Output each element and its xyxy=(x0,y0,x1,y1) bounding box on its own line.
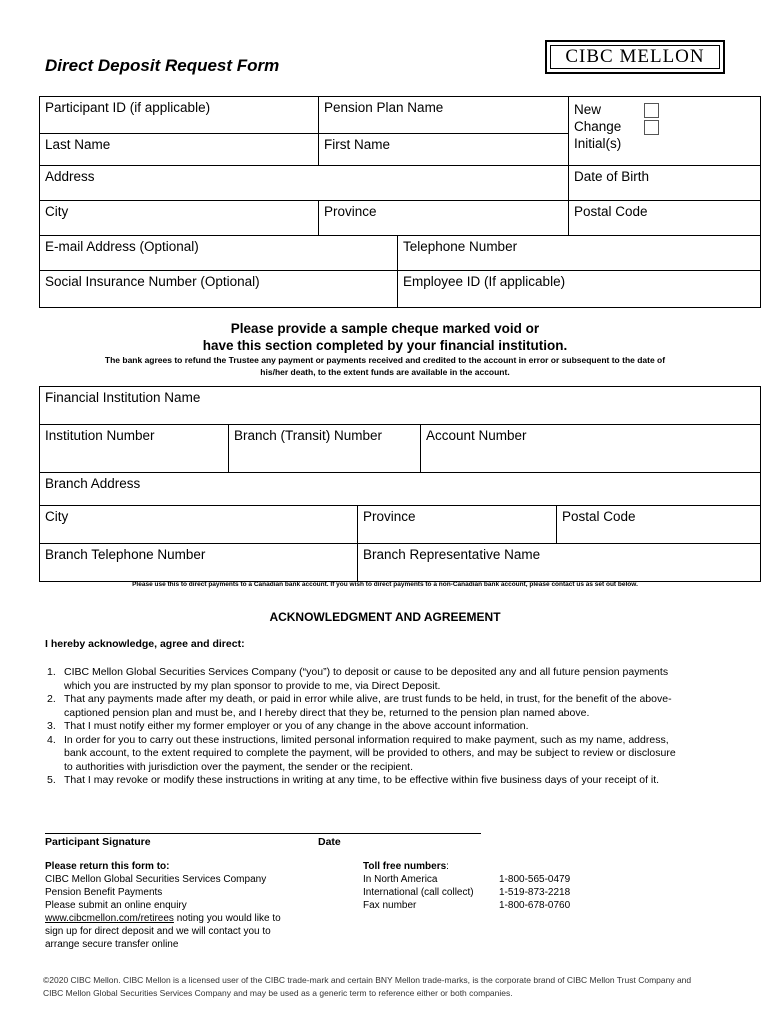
province-label: Province xyxy=(324,204,377,219)
return-heading: Please return this form to: xyxy=(45,861,170,872)
void-cheque-note-2: have this section completed by your financial institution. xyxy=(202,338,568,353)
acknowledgment-item xyxy=(47,720,737,734)
employee-id-label: Employee ID (If applicable) xyxy=(403,274,566,289)
last-name-label: Last Name xyxy=(45,137,111,152)
acknowledgment-item-line: In order for you to carry out these instructions, limited personal information required to make payment, such as my name, address, xyxy=(64,733,669,746)
form-title: Direct Deposit Request Form xyxy=(45,56,280,75)
toll-free-colon: : xyxy=(446,861,449,872)
branch-representative-label: Branch Representative Name xyxy=(363,547,541,562)
return-online: Please submit an online enquiry xyxy=(45,900,187,911)
branch-postal-code-label: Postal Code xyxy=(562,509,636,524)
pension-plan-name-label: Pension Plan Name xyxy=(324,100,444,115)
acknowledgment-item-line: to authorities with jurisdiction over the payment, the sender or the recipient. xyxy=(64,760,414,773)
branch-telephone-field[interactable] xyxy=(40,544,358,582)
return-line6: arrange secure transfer online xyxy=(45,939,179,950)
participant-info-table xyxy=(39,96,761,308)
institution-number-field[interactable] xyxy=(40,425,229,473)
return-line5: sign up for direct deposit and we will contact you to xyxy=(45,926,271,937)
logo-inner-border xyxy=(550,45,720,69)
postal-code-field[interactable] xyxy=(569,201,761,236)
toll-free-number: 1-519-873-2218 xyxy=(499,887,571,898)
toll-free-rows xyxy=(363,873,623,912)
acknowledgment-item-number: 4. xyxy=(47,733,56,746)
branch-province-label: Province xyxy=(363,509,416,524)
email-label: E-mail Address (Optional) xyxy=(45,239,199,254)
acknowledgment-item-number: 2. xyxy=(47,693,56,705)
logo-text: CIBC MELLON xyxy=(565,46,705,67)
branch-transit-field[interactable] xyxy=(229,425,421,473)
acknowledgment-item-line: bank account, to the extent required to complete the payment, will be provided to others, and may be subject to review or disclosure xyxy=(64,747,676,759)
return-after-link: noting you would like to xyxy=(173,913,281,924)
address-field[interactable] xyxy=(40,166,569,201)
pension-plan-name-field[interactable] xyxy=(319,97,569,134)
acknowledgment-item-number: 5. xyxy=(47,774,56,786)
toll-free-label: International (call collect) xyxy=(363,887,474,898)
branch-province-field[interactable] xyxy=(358,506,557,544)
participant-id-field[interactable] xyxy=(40,97,319,134)
branch-address-label: Branch Address xyxy=(45,476,141,491)
branch-city-field[interactable] xyxy=(40,506,358,544)
email-field[interactable] xyxy=(40,236,398,271)
toll-free-number: 1-800-565-0479 xyxy=(499,874,571,885)
institution-number-label: Institution Number xyxy=(45,428,155,443)
acknowledgment-item-line: That any payments made after my death, or paid in error while alive, are trust funds to be held, in trust, for the benefit of the above- xyxy=(64,693,672,705)
account-number-label: Account Number xyxy=(426,428,527,443)
acknowledgment-item xyxy=(47,693,737,720)
initials-label: Initial(s) xyxy=(574,136,622,151)
toll-free-number: 1-800-678-0760 xyxy=(499,900,571,911)
return-info xyxy=(45,860,325,951)
branch-telephone-label: Branch Telephone Number xyxy=(45,547,206,562)
toll-free-label: Fax number xyxy=(363,900,417,911)
branch-transit-label: Branch (Transit) Number xyxy=(234,428,383,443)
toll-free-row xyxy=(363,899,623,912)
cibc-mellon-logo xyxy=(545,40,725,74)
void-cheque-note-1: Please provide a sample cheque marked void or xyxy=(230,321,540,336)
sin-field[interactable] xyxy=(40,271,398,308)
telephone-label: Telephone Number xyxy=(403,239,518,254)
first-name-label: First Name xyxy=(324,137,391,152)
address-label: Address xyxy=(45,169,95,184)
new-label: New xyxy=(574,102,602,117)
date-label: Date xyxy=(318,836,341,848)
acknowledgment-item xyxy=(47,774,737,788)
toll-free-info xyxy=(363,860,623,912)
city-label: City xyxy=(45,204,69,219)
toll-free-heading: Toll free numbers xyxy=(363,861,447,872)
participant-id-label: Participant ID (if applicable) xyxy=(45,100,211,115)
acknowledgment-item-line: That I must notify either my former employer or you of any change in the above account information. xyxy=(64,720,529,732)
acknowledgment-item-line: which you are instructed by my plan sponsor to provide to me, via Direct Deposit. xyxy=(64,679,441,692)
telephone-field[interactable] xyxy=(398,236,761,271)
retirees-link[interactable]: www.cibcmellon.com/retirees xyxy=(45,913,174,924)
acknowledgment-item-number: 3. xyxy=(47,720,56,732)
financial-institution-field[interactable] xyxy=(40,387,761,425)
sin-label: Social Insurance Number (Optional) xyxy=(45,274,260,289)
change-checkbox[interactable] xyxy=(644,120,659,135)
acknowledgment-item-line: CIBC Mellon Global Securities Services Company (“you”) to deposit or cause to be deposited any and all future pension payments xyxy=(64,666,669,678)
branch-representative-field[interactable] xyxy=(358,544,761,582)
canadian-account-note: Please use this to direct payments to a Canadian bank account. If you wish to direct payments to a non-Canadian bank account, please contact us as set out below. xyxy=(132,581,638,588)
date-of-birth-field[interactable] xyxy=(569,166,761,201)
last-name-field[interactable] xyxy=(40,134,319,166)
branch-city-label: City xyxy=(45,509,69,524)
date-of-birth-label: Date of Birth xyxy=(574,169,650,184)
change-label: Change xyxy=(574,119,622,134)
footer-line1: ©2020 CIBC Mellon. CIBC Mellon is a licensed user of the CIBC trade-mark and certain BNY Mellon trade-marks, is the corporate brand of CIBC Mellon Trust Company and xyxy=(43,975,692,985)
branch-postal-code-field[interactable] xyxy=(557,506,761,544)
acknowledgment-item-number: 1. xyxy=(47,666,56,678)
acknowledgment-intro: I hereby acknowledge, agree and direct: xyxy=(45,638,245,650)
toll-free-row xyxy=(363,886,623,899)
return-department: Pension Benefit Payments xyxy=(45,887,163,898)
acknowledgment-item xyxy=(47,734,737,775)
financial-institution-label: Financial Institution Name xyxy=(45,390,201,405)
bank-info-table xyxy=(39,386,761,582)
return-company: CIBC Mellon Global Securities Services Company xyxy=(45,874,267,885)
first-name-field[interactable] xyxy=(319,134,569,166)
branch-address-field[interactable] xyxy=(40,473,761,506)
acknowledgment-item xyxy=(47,666,737,693)
refund-note-1: The bank agrees to refund the Trustee any payment or payments received and credited to the account in error or subsequent to the date of xyxy=(104,355,666,365)
acknowledgment-item-line: That I may revoke or modify these instructions in writing at any time, to be effective within five business days of your receipt of it. xyxy=(64,774,660,786)
postal-code-label: Postal Code xyxy=(574,204,648,219)
acknowledgment-item-line: captioned pension plan and must be, and I hereby direct that they be, returned to the pension plan named above. xyxy=(64,706,590,719)
city-field[interactable] xyxy=(40,201,319,236)
employee-id-field[interactable] xyxy=(398,271,761,308)
toll-free-label: In North America xyxy=(363,874,438,885)
signature-line[interactable] xyxy=(45,833,481,834)
new-checkbox[interactable] xyxy=(644,103,659,118)
footer-line2: CIBC Mellon Global Securities Services Company and may be used as a generic term to reference either or both companies. xyxy=(43,988,513,998)
footer xyxy=(43,974,743,1000)
acknowledgment-list xyxy=(47,666,737,788)
account-number-field[interactable] xyxy=(421,425,761,473)
participant-signature-label: Participant Signature xyxy=(45,836,151,848)
toll-free-row xyxy=(363,873,623,886)
request-type-cell xyxy=(569,97,761,166)
province-field[interactable] xyxy=(319,201,569,236)
refund-note-2: his/her death, to the extent funds are available in the account. xyxy=(260,367,510,377)
acknowledgment-heading: ACKNOWLEDGMENT AND AGREEMENT xyxy=(269,610,501,624)
